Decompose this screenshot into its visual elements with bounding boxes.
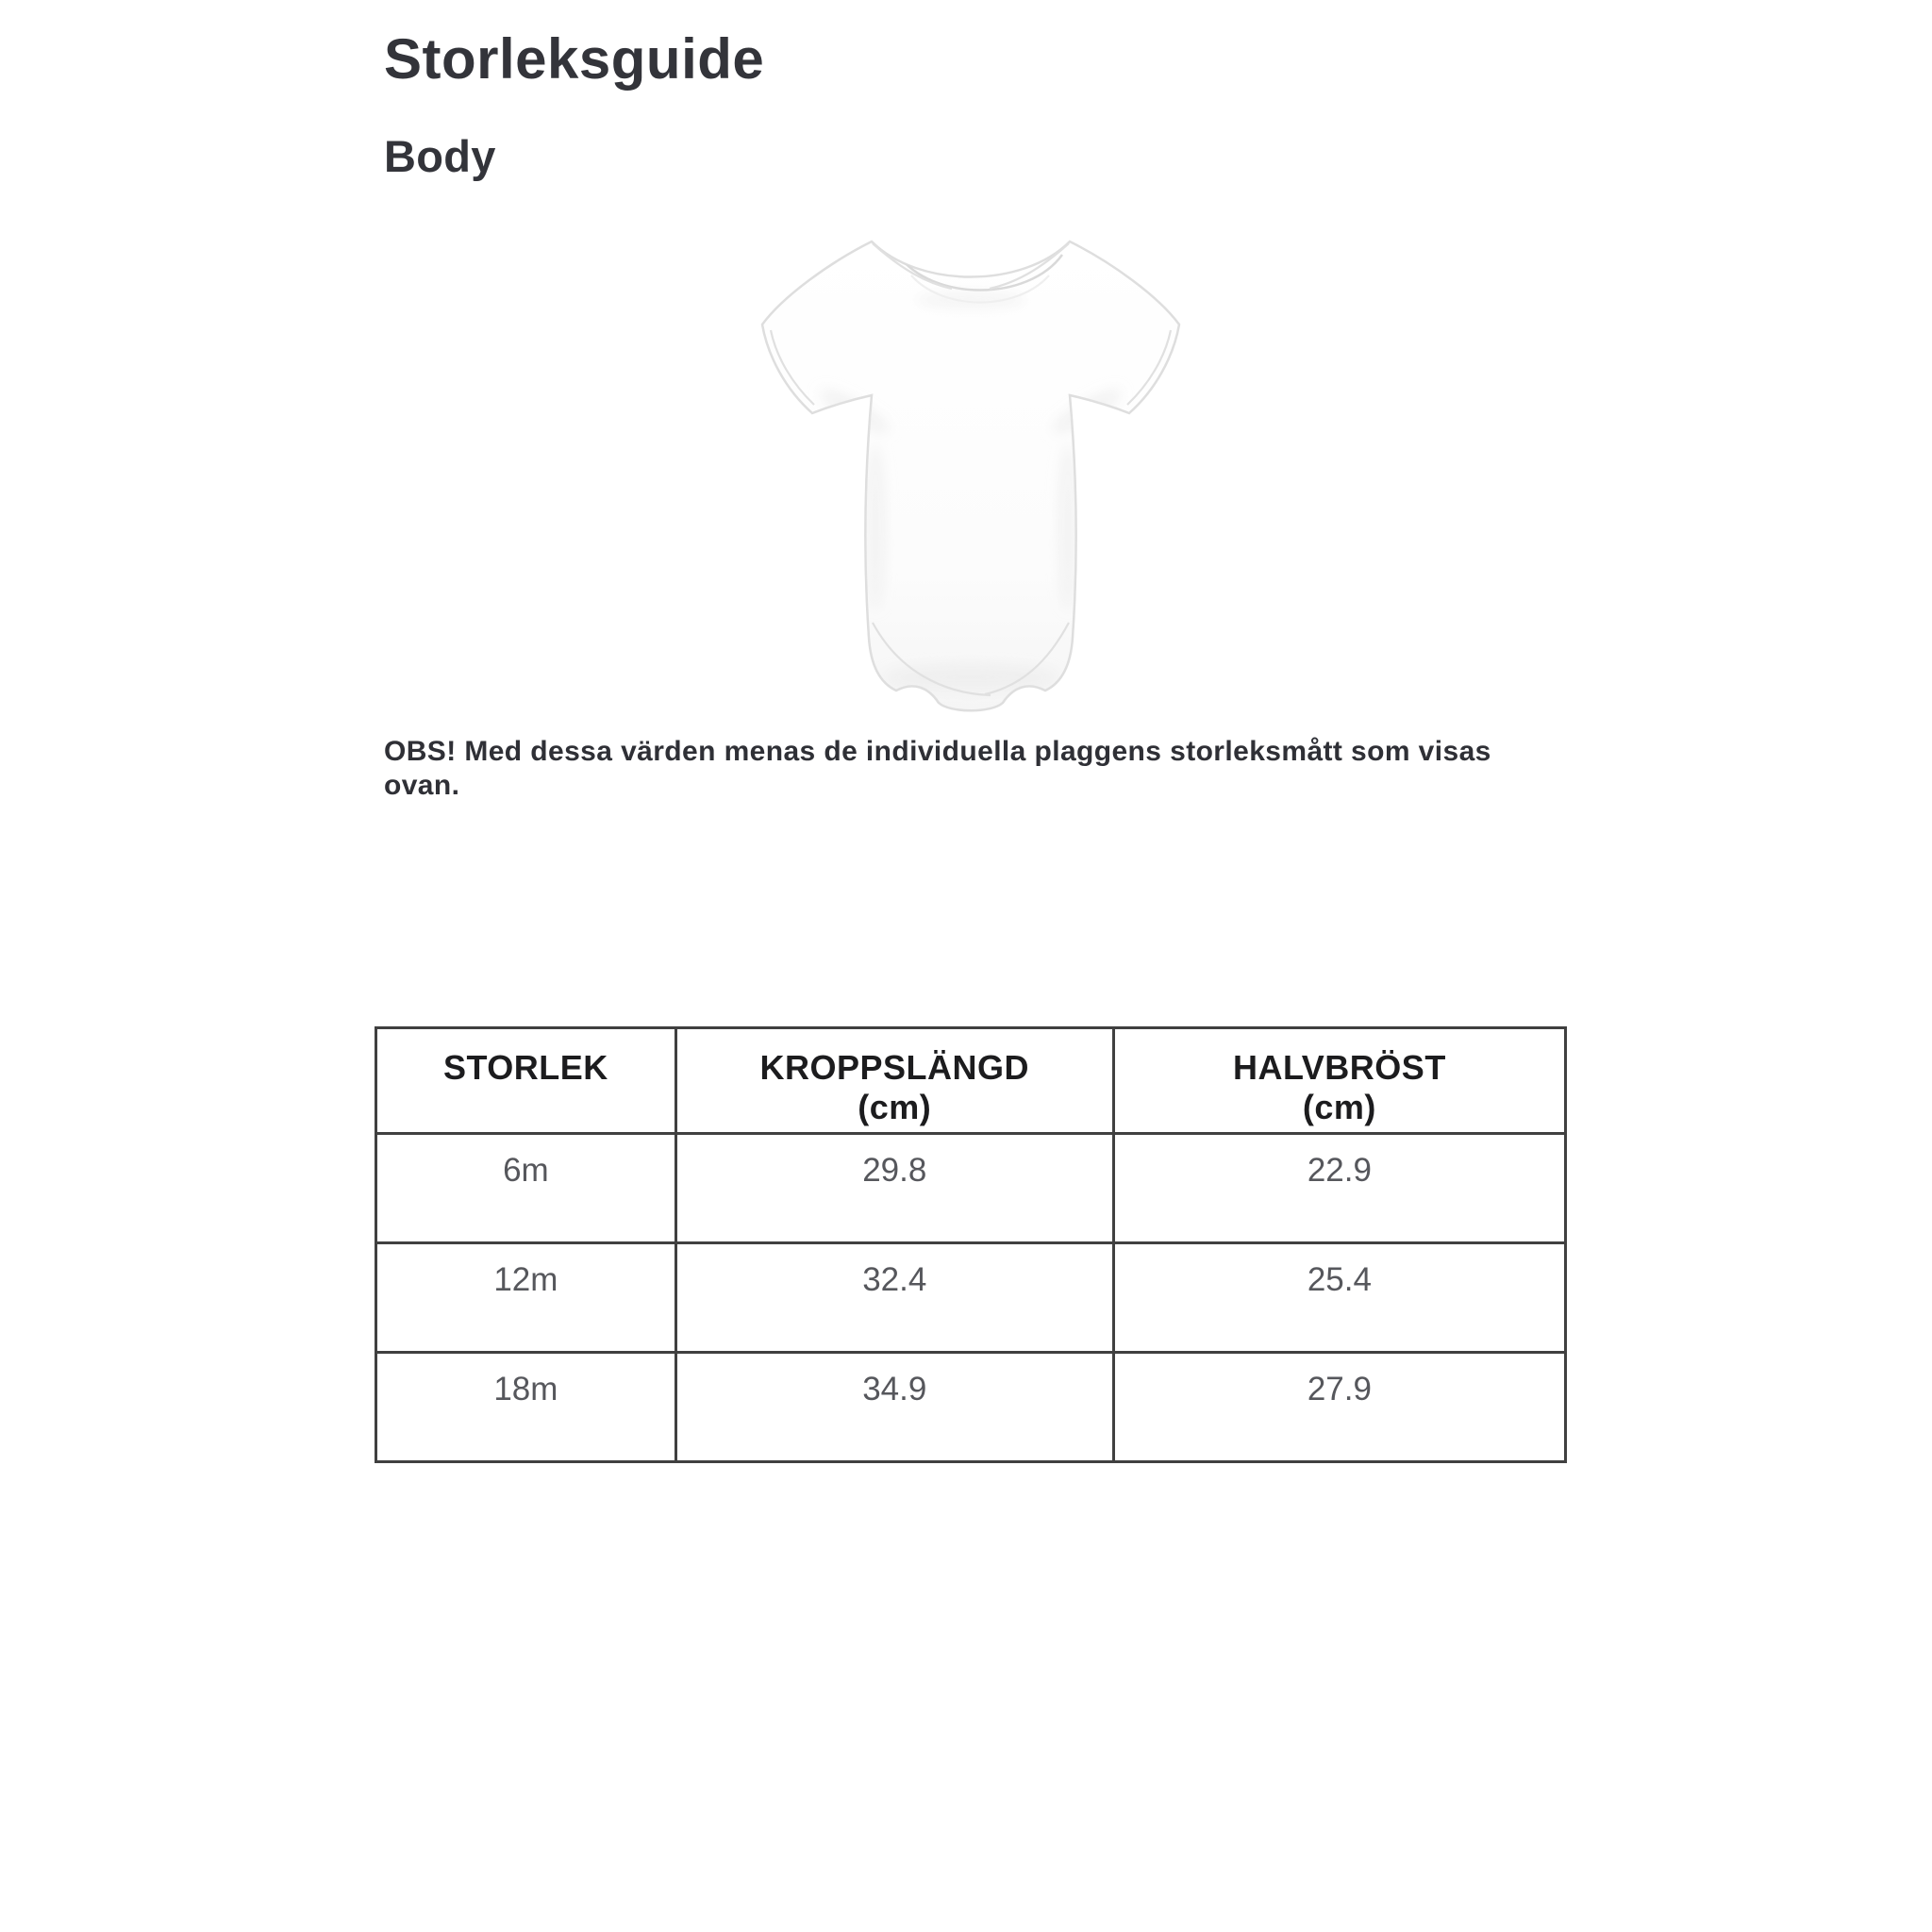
cell-half-chest: 27.9 — [1113, 1353, 1565, 1462]
size-table-header-row — [376, 1028, 1566, 1134]
cell-body-length: 32.4 — [675, 1243, 1113, 1353]
cell-size: 18m — [376, 1353, 676, 1462]
col-header-half-chest-label: HALVBRÖST — [1232, 1048, 1446, 1087]
col-header-half-chest-unit: (cm) — [1302, 1088, 1376, 1126]
page-title: Storleksguide — [384, 27, 765, 91]
size-table — [375, 1026, 1567, 1463]
product-image — [758, 215, 1183, 720]
cell-half-chest: 25.4 — [1113, 1243, 1565, 1353]
measurement-note: OBS! Med dessa värden menas de individuella plaggens storleksmått som visas ovan. — [384, 736, 1491, 801]
cell-size: 6m — [376, 1134, 676, 1243]
product-type-subtitle: Body — [384, 131, 496, 181]
cell-size: 12m — [376, 1243, 676, 1353]
cell-body-length: 29.8 — [675, 1134, 1113, 1243]
baby-bodysuit-illustration — [758, 215, 1183, 720]
col-header-body-length-unit: (cm) — [858, 1088, 932, 1126]
col-header-size — [376, 1028, 676, 1134]
col-header-body-length-label: KROPPSLÄNGD — [759, 1048, 1030, 1087]
col-header-body-length — [675, 1028, 1113, 1134]
cell-half-chest: 22.9 — [1113, 1134, 1565, 1243]
cell-body-length: 34.9 — [675, 1353, 1113, 1462]
col-header-size-label: STORLEK — [442, 1048, 608, 1087]
col-header-half-chest — [1113, 1028, 1565, 1134]
table-row — [376, 1243, 1566, 1353]
table-row — [376, 1134, 1566, 1243]
table-row — [376, 1353, 1566, 1462]
size-guide-content — [375, 28, 1567, 1463]
